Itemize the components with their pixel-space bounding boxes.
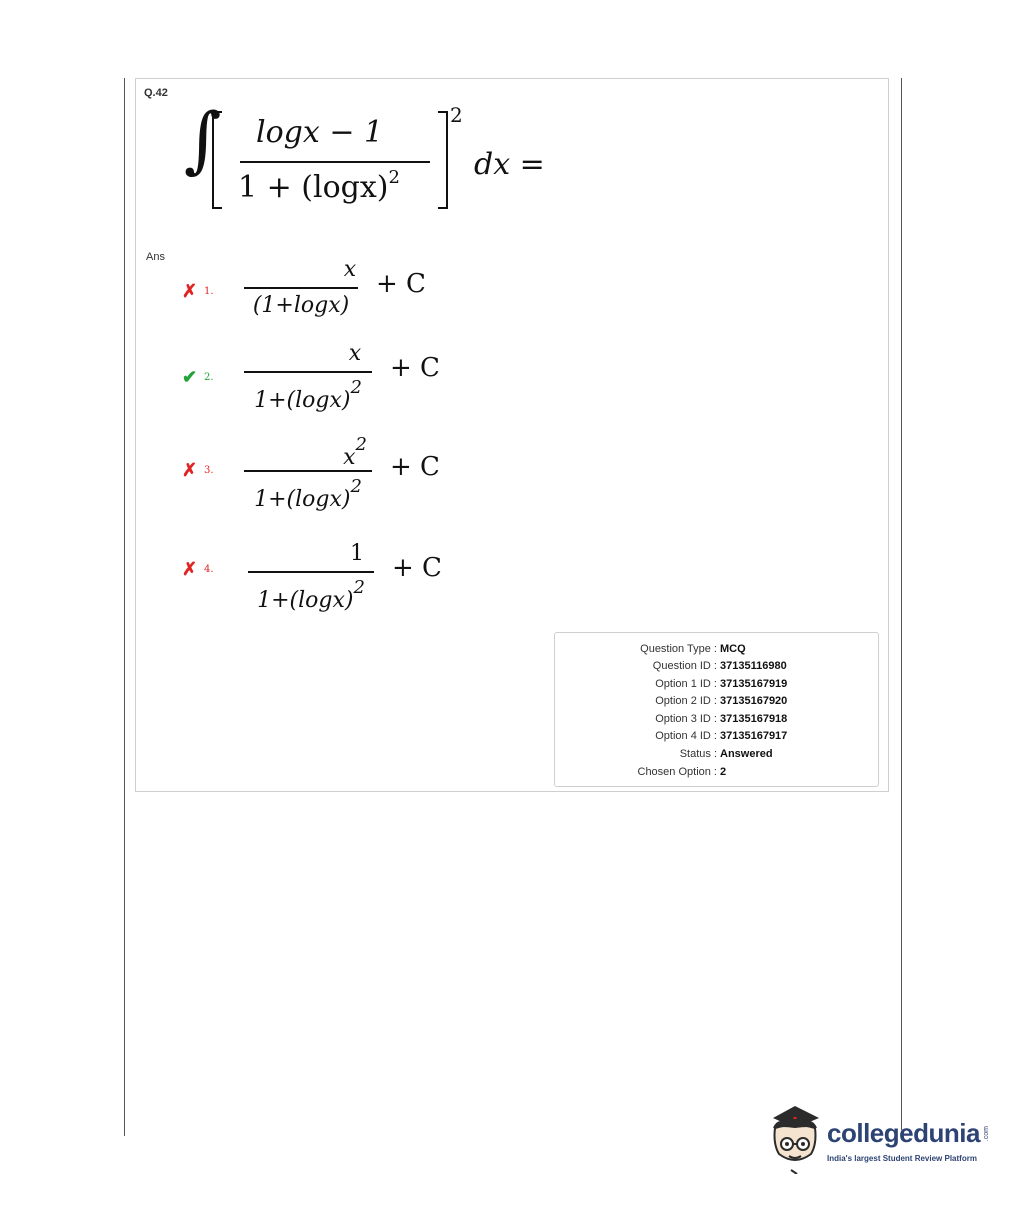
info-key: Option 3 ID : <box>655 713 717 725</box>
option-index: 4. <box>204 564 214 575</box>
question-numerator: logx − 1 <box>256 115 384 150</box>
option-fraction-bar <box>244 371 372 373</box>
question-tail: dx = <box>474 147 545 182</box>
info-value: 37135116980 <box>720 660 787 672</box>
info-key: Option 1 ID : <box>655 678 717 690</box>
option-numerator-base: x <box>343 445 356 470</box>
option-numerator-exp: 2 <box>355 434 367 455</box>
option-denominator-base: 1+(logx) <box>254 388 351 413</box>
info-key: Option 2 ID : <box>655 695 717 707</box>
option-denominator <box>248 577 374 613</box>
option-denominator-exp: 2 <box>350 476 362 497</box>
option-index: 2. <box>204 372 214 383</box>
option-denominator <box>244 377 372 413</box>
option-suffix: + C <box>390 452 440 482</box>
answer-label: Ans <box>146 251 165 263</box>
collegedunia-logo[interactable] <box>765 1104 995 1174</box>
page-right-rule <box>901 78 902 1130</box>
option-denominator-exp: 2 <box>350 377 362 398</box>
option-fraction-bar <box>244 470 372 472</box>
info-value: 37135167917 <box>720 730 788 742</box>
option-3[interactable] <box>182 434 502 512</box>
question-panel <box>135 78 889 792</box>
right-bracket <box>438 111 448 209</box>
info-value: 37135167920 <box>720 695 788 707</box>
question-info-box <box>554 632 879 787</box>
option-1[interactable] <box>182 257 502 327</box>
cross-icon: ✗ <box>182 460 198 481</box>
option-suffix: + C <box>376 269 426 299</box>
cross-icon: ✗ <box>182 281 198 302</box>
option-fraction-bar <box>248 571 374 573</box>
logo-tagline: India's largest Student Review Platform <box>827 1154 977 1163</box>
option-fraction-bar <box>244 287 358 289</box>
info-value: MCQ <box>720 643 746 655</box>
logo-suffix: .com <box>983 1126 990 1142</box>
info-key: Option 4 ID : <box>655 730 717 742</box>
question-denominator <box>238 167 400 205</box>
option-index: 3. <box>204 465 214 476</box>
option-4[interactable] <box>182 541 502 611</box>
mascot-icon <box>765 1104 825 1174</box>
info-value: 37135167918 <box>720 713 788 725</box>
info-key: Question Type : <box>640 643 717 655</box>
option-2[interactable] <box>182 341 502 411</box>
left-bracket <box>212 111 222 209</box>
option-suffix: + C <box>392 553 442 583</box>
check-icon: ✔ <box>182 367 198 388</box>
info-value: Answered <box>720 748 773 760</box>
info-key: Status : <box>679 748 717 760</box>
question-denominator-exp: 2 <box>388 167 400 188</box>
option-numerator: x <box>343 257 357 282</box>
option-denominator <box>244 476 372 512</box>
info-value: 2 <box>720 766 727 778</box>
option-numerator: 1 <box>350 541 364 566</box>
info-key: Chosen Option : <box>637 766 717 778</box>
question-denominator-base: 1 + (logx) <box>238 170 389 205</box>
page-left-rule <box>124 78 125 1136</box>
option-denominator <box>244 293 358 318</box>
question-fraction-bar <box>240 161 430 163</box>
info-value: 37135167919 <box>720 678 788 690</box>
option-denominator-base: 1+(logx) <box>257 588 354 613</box>
question-number: Q.42 <box>144 87 168 99</box>
option-denominator-base: 1+(logx) <box>254 487 351 512</box>
option-index: 1. <box>204 286 214 297</box>
option-denominator-base: (1+logx) <box>252 293 350 318</box>
logo-name: collegedunia <box>827 1118 980 1148</box>
integral-sign: ∫ <box>184 97 222 181</box>
question-expression <box>184 97 584 219</box>
option-denominator-exp: 2 <box>353 577 365 598</box>
cross-icon: ✗ <box>182 559 198 580</box>
option-suffix: + C <box>390 353 440 383</box>
question-outer-exponent: 2 <box>450 103 463 127</box>
info-key: Question ID : <box>652 660 717 672</box>
option-numerator: x <box>348 341 362 366</box>
